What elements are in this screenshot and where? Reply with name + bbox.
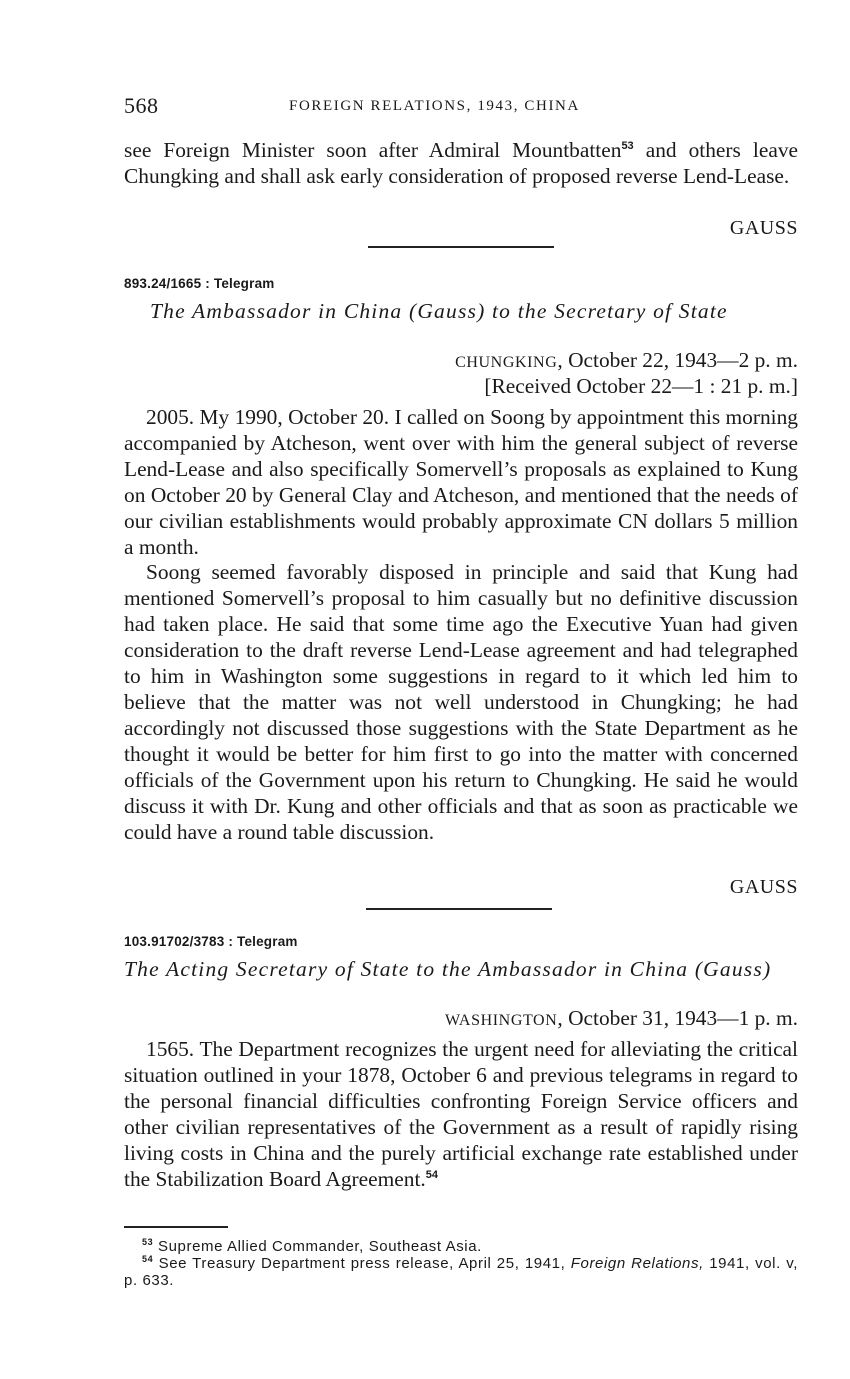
footnote-54: $^{54}$ See Treasury Department press release, April 25, 1941, Foreign Relations, 1941, vol. v, p. 633.	[124, 1254, 798, 1289]
footnotes	[124, 1238, 798, 1289]
doc2-dateline-place: WASHINGTON	[445, 1012, 558, 1029]
footnote-54-marker: 54	[142, 1254, 154, 1264]
footnote-54-italic: Foreign Relations,	[570, 1255, 704, 1272]
doc2-dateline-date: , October 31, 1943—1 p. m.	[557, 1006, 798, 1030]
doc2-dateline	[124, 1006, 798, 1034]
doc1-title: The Ambassador in China (Gauss) to the Secretary of State	[150, 299, 728, 323]
doc2-title: The Acting Secretary of State to the Ambassador in China (Gauss)	[124, 957, 772, 981]
signature-gauss-2: GAUSS	[729, 876, 798, 898]
doc1-body	[124, 405, 798, 845]
footnote-53	[124, 1238, 798, 1255]
doc1-dateline-place: CHUNGKING	[455, 354, 558, 371]
doc1-paragraph-1: 2005. My 1990, October 20. I called on Soong by appointment this morning accompanied by Atcheson, went over with him the general subject of reverse Lend-Lease and also specifically Somervell’s proposals as explained to Kung on October 20 by General Clay and Atcheson, and mentioned that the needs of our civilian establishments would probably approximate CN dollars 5 million a month.	[124, 405, 798, 559]
section-divider-1	[368, 246, 554, 248]
doc1-file-reference: 893.24/1665 : Telegram	[124, 276, 275, 291]
footnote-ref-54[interactable]: 54	[425, 1168, 439, 1181]
page-number: 568	[124, 93, 159, 118]
doc2-body	[124, 1037, 798, 1192]
doc1-dateline	[124, 348, 798, 376]
continuation-paragraph: see Foreign Minister soon after Admiral Mountbatten$^{53}$ and others leave Chungking and shall ask early consideration of proposed reverse Lend-Lease.	[124, 138, 799, 188]
footnote-53-text: Supreme Allied Commander, Southeast Asia.	[158, 1238, 482, 1255]
doc2-file-reference: 103.91702/3783 : Telegram	[124, 934, 298, 949]
page-header	[124, 93, 798, 123]
section-divider-2	[366, 908, 552, 910]
running-head: FOREIGN RELATIONS, 1943, CHINA	[289, 98, 580, 114]
doc1-dateline-date: , October 22, 1943—2 p. m.	[557, 348, 798, 372]
continuation-block	[124, 138, 798, 190]
footnote-rule	[124, 1226, 228, 1228]
doc1-paragraph-2: Soong seemed favorably disposed in principle and said that Kung had mentioned Somervell’s proposal to him casually but no definitive discussion had taken place. He said that some time ago the Executive Yuan had given consideration to the draft reverse Lend-Lease agreement and had telegraphed to him in Washington some suggestions in regard to it which led him to believe that the matter was not well understood in Chungking; he had accordingly not discussed those suggestions with the State Department as he thought it would be better for him first to go into the matter with concerned officials of the Government upon his return to Chungking. He said he would discuss it with Dr. Kung and other officials and that as soon as practicable we could have a round table discussion.	[124, 560, 798, 844]
signature-gauss-1: GAUSS	[729, 217, 798, 239]
doc2-paragraph-1: 1565. The Department recognizes the urgent need for alleviating the critical situation outlined in your 1878, October 6 and previous telegrams in regard to the personal financial difficulties confronting Foreign Service officers and other civilian representatives of the Government as a result of rapidly rising living costs in China and the purely artificial exchange rate established under the Stabilization Board Agreement.$^{54}$	[124, 1037, 798, 1191]
footnote-53-marker: 53	[142, 1237, 154, 1247]
doc1-received: [Received October 22—1 : 21 p. m.]	[484, 374, 798, 398]
footnote-ref-53[interactable]: 53	[621, 140, 634, 152]
